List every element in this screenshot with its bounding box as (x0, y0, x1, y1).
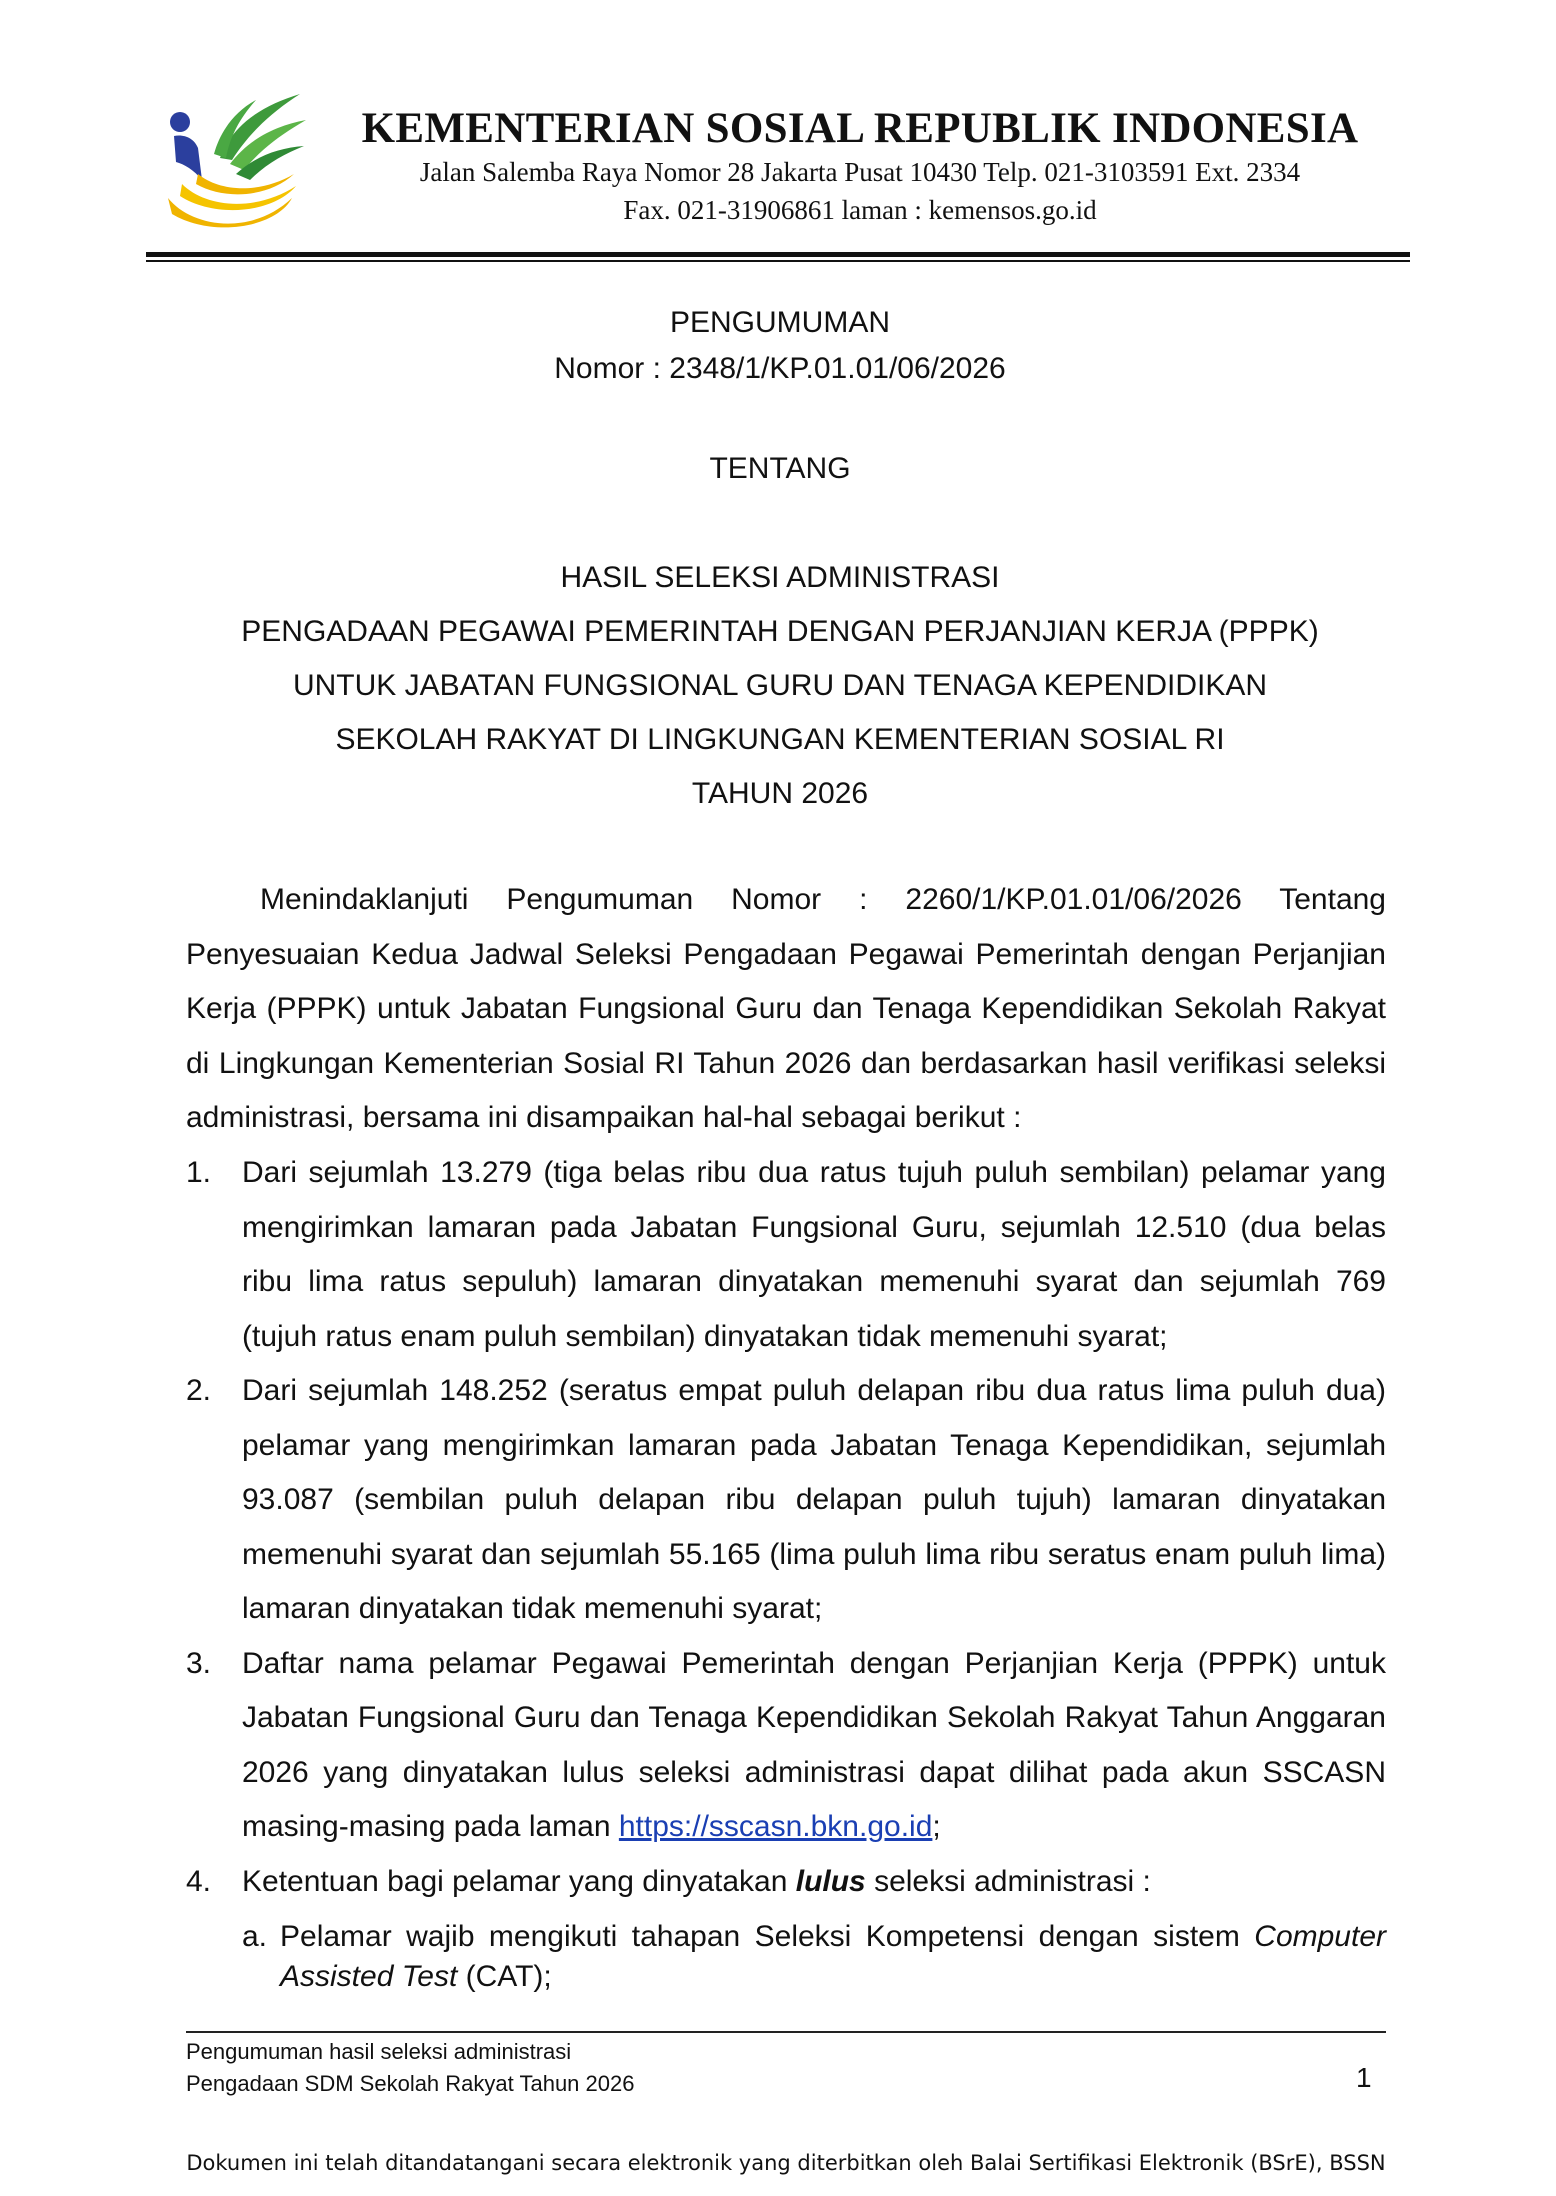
kemensos-logo (168, 88, 308, 238)
sub-item-italic: Computer Assisted Test (280, 1920, 1386, 1993)
letterhead-rule-thick (146, 252, 1410, 257)
list-item-number: 2. (186, 1374, 212, 1407)
list-item-text-end: seleksi administrasi : (865, 1864, 1151, 1898)
list-item (186, 1364, 1386, 1637)
footer-line-2: Pengadaan SDM Sekolah Rakyat Tahun 2026 (186, 2071, 635, 2096)
sub-item-text: Pelamar wajib mengikuti tahapan Seleksi Kompetensi dengan sistem (280, 1920, 1255, 1953)
list-item-number: 4. (186, 1864, 212, 1898)
sub-list-item (242, 1917, 1386, 1997)
electronic-signature-note: Dokumen ini telah ditandatangani secara elektronik yang diterbitkan oleh Balai Sertifikasi Elektronik (BSrE), BSSN (186, 2151, 1386, 2175)
title-line-1: HASIL SELEKSI ADMINISTRASI (560, 561, 1000, 594)
announcement-label: PENGUMUMAN (669, 306, 890, 339)
list-item-text: Ketentuan bagi pelamar yang dinyatakan (242, 1864, 796, 1898)
list-item (186, 1637, 1386, 1855)
title-line-5: TAHUN 2026 (691, 777, 869, 810)
announcement-number: Nomor : 2348/1/KP.01.01/06/2026 (554, 352, 1006, 385)
address-line-1: Jalan Salemba Raya Nomor 28 Jakarta Pusat 10430 Telp. 021-3103591 Ext. 2334 (419, 157, 1301, 187)
footer-rule (186, 2031, 1386, 2033)
page-number: 1 (1356, 2062, 1372, 2093)
list-item-text: Dari sejumlah 148.252 (seratus empat puluh delapan ribu dua ratus lima puluh dua) pelamar yang mengirimkan lamaran pada Jabatan Tenaga Kependidikan, sejumlah 93.087 (sembilan puluh delapan ribu delapan puluh tujuh) lamaran dinyatakan memenuhi syarat dan sejumlah 55.165 (lima puluh lima ribu seratus enam puluh lima) lamaran dinyatakan tidak memenuhi syarat; (242, 1374, 1386, 1625)
sscasn-link[interactable]: https://sscasn.bkn.go.id (618, 1810, 933, 1843)
list-item-text: Daftar nama pelamar Pegawai Pemerintah dengan Perjanjian Kerja (PPPK) untuk Jabatan Fungsional Guru dan Tenaga Kependidikan Sekolah Rakyat Tahun Anggaran 2026 yang dinyatakan lulus seleksi administrasi dapat dilihat pada akun SSCASN masing-masing pada laman (242, 1646, 1386, 1843)
title-line-4: SEKOLAH RAKYAT DI LINGKUNGAN KEMENTERIAN SOSIAL RI (335, 723, 1225, 756)
letterhead-rule-thin (146, 260, 1410, 262)
title-line-2: PENGADAAN PEGAWAI PEMERINTAH DENGAN PERJANJIAN KERJA (PPPK) (241, 615, 1319, 648)
emphasis-lulus: lulus (795, 1864, 866, 1898)
organization-name: KEMENTERIAN SOSIAL REPUBLIK INDONESIA (361, 105, 1359, 152)
sub-item-letter: a. (242, 1920, 268, 1953)
announcement-list (186, 1146, 1386, 1997)
footer-line-1: Pengumuman hasil seleksi administrasi (186, 2039, 572, 2064)
list-item (186, 1855, 1386, 1998)
list-item (186, 1146, 1386, 1364)
list-item-number: 3. (186, 1646, 212, 1680)
sub-item-text-end: (CAT); (457, 1960, 552, 1993)
list-item-number: 1. (186, 1156, 212, 1189)
address-line-2: Fax. 021-31906861 laman : kemensos.go.id (623, 195, 1097, 225)
announcement-about: TENTANG (709, 452, 851, 485)
list-item-text: Dari sejumlah 13.279 (tiga belas ribu dua ratus tujuh puluh sembilan) pelamar yang mengirimkan lamaran pada Jabatan Fungsional Guru, sejumlah 12.510 (dua belas ribu lima ratus sepuluh) lamaran dinyatakan memenuhi syarat dan sejumlah 769 (tujuh ratus enam puluh sembilan) dinyatakan tidak memenuhi syarat; (242, 1156, 1386, 1353)
title-line-3: UNTUK JABATAN FUNGSIONAL GURU DAN TENAGA KEPENDIDIKAN (292, 669, 1268, 702)
intro-paragraph: Menindaklanjuti Pengumuman Nomor : 2260/1/KP.01.01/06/2026 Tentang Penyesuaian Kedua Jadwal Seleksi Pengadaan Pegawai Pemerintah dengan Perjanjian Kerja (PPPK) untuk Jabatan Fungsional Guru dan Tenaga Kependidikan Sekolah Rakyat di Lingkungan Kementerian Sosial RI Tahun 2026 dan berdasarkan hasil verifikasi seleksi administrasi, bersama ini disampaikan hal-hal sebagai berikut : (186, 883, 1386, 1134)
list-item-text-end: ; (932, 1810, 941, 1843)
